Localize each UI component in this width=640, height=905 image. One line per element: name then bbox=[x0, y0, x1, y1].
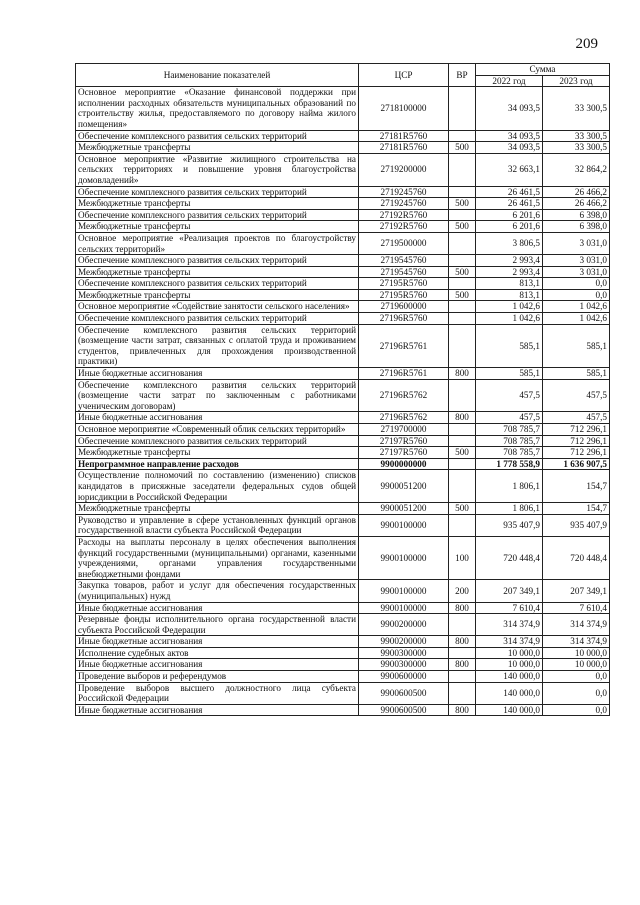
row-code: 9900051200 bbox=[359, 470, 449, 503]
row-vr: 500 bbox=[449, 142, 476, 154]
row-code: 27195R5760 bbox=[359, 278, 449, 290]
row-value-2022: 26 461,5 bbox=[476, 198, 543, 210]
header-year-2023: 2023 год bbox=[543, 75, 610, 87]
row-value-2023: 712 296,1 bbox=[543, 435, 610, 447]
row-value-2022: 457,5 bbox=[476, 412, 543, 424]
row-value-2022: 34 093,5 bbox=[476, 142, 543, 154]
row-vr: 500 bbox=[449, 447, 476, 459]
row-value-2022: 10 000,0 bbox=[476, 647, 543, 659]
row-value-2022: 813,1 bbox=[476, 289, 543, 301]
row-value-2023: 0,0 bbox=[543, 682, 610, 704]
row-value-2022: 1 042,6 bbox=[476, 313, 543, 325]
row-value-2022: 1 778 558,9 bbox=[476, 458, 543, 470]
row-vr bbox=[449, 278, 476, 290]
table-row bbox=[76, 301, 610, 313]
row-vr: 800 bbox=[449, 659, 476, 671]
row-code: 27196R5760 bbox=[359, 313, 449, 325]
row-value-2023: 26 466,2 bbox=[543, 186, 610, 198]
row-vr bbox=[449, 209, 476, 221]
row-code: 27192R5760 bbox=[359, 221, 449, 233]
row-code: 27196R5762 bbox=[359, 379, 449, 412]
row-code: 2719545760 bbox=[359, 266, 449, 278]
row-code: 27181R5760 bbox=[359, 142, 449, 154]
row-value-2023: 154,7 bbox=[543, 470, 610, 503]
row-vr: 800 bbox=[449, 368, 476, 380]
row-value-2023: 154,7 bbox=[543, 503, 610, 515]
row-name: Обеспечение комплексного развития сельских территорий bbox=[76, 255, 359, 267]
row-vr: 500 bbox=[449, 503, 476, 515]
row-name: Межбюджетные трансферты bbox=[76, 266, 359, 278]
table-row bbox=[76, 580, 610, 602]
table-row bbox=[76, 412, 610, 424]
table-row bbox=[76, 647, 610, 659]
table-row bbox=[76, 514, 610, 536]
table-row bbox=[76, 221, 610, 233]
row-vr bbox=[449, 458, 476, 470]
table-row bbox=[76, 209, 610, 221]
table-row bbox=[76, 266, 610, 278]
row-value-2022: 10 000,0 bbox=[476, 659, 543, 671]
row-name: Основное мероприятие «Оказание финансовой поддержки при исполнении расходных обязательств муниципальных образований по строительству жилья, предоставляемого по договору найма жилого помещения» bbox=[76, 87, 359, 130]
row-code: 9900300000 bbox=[359, 659, 449, 671]
table-row bbox=[76, 671, 610, 683]
row-name: Обеспечение комплексного развития сельских территорий bbox=[76, 130, 359, 142]
table-row bbox=[76, 447, 610, 459]
row-value-2022: 207 349,1 bbox=[476, 580, 543, 602]
row-value-2022: 6 201,6 bbox=[476, 221, 543, 233]
row-value-2023: 314 374,9 bbox=[543, 636, 610, 648]
row-value-2022: 813,1 bbox=[476, 278, 543, 290]
row-value-2022: 708 785,7 bbox=[476, 424, 543, 436]
row-code: 9900000000 bbox=[359, 458, 449, 470]
table-row bbox=[76, 142, 610, 154]
row-name: Основное мероприятие «Развитие жилищного строительства на сельских территориях и повышение уровня благоустройства домовладений» bbox=[76, 153, 359, 186]
table-row bbox=[76, 424, 610, 436]
table-row bbox=[76, 130, 610, 142]
row-value-2022: 140 000,0 bbox=[476, 682, 543, 704]
header-sum: Сумма bbox=[476, 64, 610, 76]
row-vr bbox=[449, 682, 476, 704]
row-value-2022: 140 000,0 bbox=[476, 704, 543, 716]
row-code: 9900100000 bbox=[359, 602, 449, 614]
table-row bbox=[76, 289, 610, 301]
row-vr: 200 bbox=[449, 580, 476, 602]
row-name: Проведение выборов и референдумов bbox=[76, 671, 359, 683]
row-name: Межбюджетные трансферты bbox=[76, 289, 359, 301]
row-value-2022: 1 806,1 bbox=[476, 470, 543, 503]
header-vr: ВР bbox=[449, 64, 476, 87]
row-name: Межбюджетные трансферты bbox=[76, 198, 359, 210]
table-row bbox=[76, 503, 610, 515]
row-name: Иные бюджетные ассигнования bbox=[76, 412, 359, 424]
table-row bbox=[76, 704, 610, 716]
table-row bbox=[76, 435, 610, 447]
row-vr: 500 bbox=[449, 289, 476, 301]
row-value-2022: 314 374,9 bbox=[476, 636, 543, 648]
row-value-2022: 1 806,1 bbox=[476, 503, 543, 515]
row-value-2023: 7 610,4 bbox=[543, 602, 610, 614]
row-code: 9900100000 bbox=[359, 514, 449, 536]
row-value-2022: 34 093,5 bbox=[476, 87, 543, 130]
row-vr bbox=[449, 671, 476, 683]
row-value-2023: 32 864,2 bbox=[543, 153, 610, 186]
row-value-2022: 585,1 bbox=[476, 324, 543, 367]
row-code: 27197R5760 bbox=[359, 435, 449, 447]
row-name: Межбюджетные трансферты bbox=[76, 503, 359, 515]
row-code: 27196R5761 bbox=[359, 324, 449, 367]
row-name: Обеспечение комплексного развития сельских территорий (возмещение части затрат по заключенным с работниками ученическим договорам) bbox=[76, 379, 359, 412]
row-code: 27196R5762 bbox=[359, 412, 449, 424]
row-name: Обеспечение комплексного развития сельских территорий bbox=[76, 209, 359, 221]
row-value-2023: 26 466,2 bbox=[543, 198, 610, 210]
table-row bbox=[76, 659, 610, 671]
row-value-2023: 314 374,9 bbox=[543, 614, 610, 636]
row-code: 9900200000 bbox=[359, 614, 449, 636]
row-value-2023: 33 300,5 bbox=[543, 142, 610, 154]
row-code: 9900300000 bbox=[359, 647, 449, 659]
row-value-2023: 712 296,1 bbox=[543, 424, 610, 436]
table-row bbox=[76, 368, 610, 380]
row-value-2022: 1 042,6 bbox=[476, 301, 543, 313]
row-name: Межбюджетные трансферты bbox=[76, 221, 359, 233]
row-value-2022: 3 806,5 bbox=[476, 232, 543, 254]
row-value-2022: 720 448,4 bbox=[476, 536, 543, 579]
row-value-2022: 2 993,4 bbox=[476, 255, 543, 267]
row-value-2022: 708 785,7 bbox=[476, 447, 543, 459]
row-vr: 800 bbox=[449, 412, 476, 424]
table-row bbox=[76, 379, 610, 412]
row-value-2023: 457,5 bbox=[543, 412, 610, 424]
row-code: 9900051200 bbox=[359, 503, 449, 515]
row-code: 2719545760 bbox=[359, 255, 449, 267]
row-value-2023: 935 407,9 bbox=[543, 514, 610, 536]
row-vr bbox=[449, 153, 476, 186]
row-name: Обеспечение комплексного развития сельских территорий (возмещение части затрат, связанных с оплатой труда и проживанием студентов, привлеченных для прохождения производственной практики) bbox=[76, 324, 359, 367]
row-vr bbox=[449, 470, 476, 503]
row-vr: 100 bbox=[449, 536, 476, 579]
row-value-2022: 457,5 bbox=[476, 379, 543, 412]
table-row bbox=[76, 186, 610, 198]
page-number: 209 bbox=[575, 36, 598, 52]
row-name: Проведение выборов высшего должностного лица субъекта Российской Федерации bbox=[76, 682, 359, 704]
table-row bbox=[76, 470, 610, 503]
row-value-2022: 314 374,9 bbox=[476, 614, 543, 636]
table-row bbox=[76, 232, 610, 254]
row-vr: 500 bbox=[449, 198, 476, 210]
row-name: Обеспечение комплексного развития сельских территорий bbox=[76, 435, 359, 447]
row-code: 2719600000 bbox=[359, 301, 449, 313]
row-value-2023: 0,0 bbox=[543, 671, 610, 683]
row-value-2023: 6 398,0 bbox=[543, 221, 610, 233]
row-code: 27192R5760 bbox=[359, 209, 449, 221]
row-value-2022: 26 461,5 bbox=[476, 186, 543, 198]
row-value-2023: 33 300,5 bbox=[543, 87, 610, 130]
row-vr bbox=[449, 313, 476, 325]
row-vr: 500 bbox=[449, 221, 476, 233]
row-name: Обеспечение комплексного развития сельских территорий bbox=[76, 186, 359, 198]
row-name: Межбюджетные трансферты bbox=[76, 447, 359, 459]
table-row bbox=[76, 458, 610, 470]
row-name: Иные бюджетные ассигнования bbox=[76, 368, 359, 380]
row-name: Исполнение судебных актов bbox=[76, 647, 359, 659]
row-code: 9900100000 bbox=[359, 536, 449, 579]
row-code: 9900600000 bbox=[359, 671, 449, 683]
table-row bbox=[76, 153, 610, 186]
row-name: Расходы на выплаты персоналу в целях обеспечения выполнения функций государственными (муниципальными) органами, казенными учреждениями, органами управления государственными внебюджетными фондами bbox=[76, 536, 359, 579]
table-row bbox=[76, 636, 610, 648]
budget-table bbox=[75, 63, 610, 716]
row-vr bbox=[449, 255, 476, 267]
row-value-2023: 1 042,6 bbox=[543, 301, 610, 313]
row-code: 9900600500 bbox=[359, 704, 449, 716]
row-code: 2719500000 bbox=[359, 232, 449, 254]
row-vr bbox=[449, 514, 476, 536]
row-name: Межбюджетные трансферты bbox=[76, 142, 359, 154]
row-code: 2719245760 bbox=[359, 198, 449, 210]
row-name: Иные бюджетные ассигнования bbox=[76, 704, 359, 716]
header-name: Наименование показателей bbox=[76, 64, 359, 87]
row-code: 2719245760 bbox=[359, 186, 449, 198]
row-value-2023: 6 398,0 bbox=[543, 209, 610, 221]
row-vr bbox=[449, 614, 476, 636]
table-row bbox=[76, 87, 610, 130]
row-code: 2719200000 bbox=[359, 153, 449, 186]
row-value-2022: 32 663,1 bbox=[476, 153, 543, 186]
row-name: Резервные фонды исполнительного органа государственной власти субъекта Российской Федерации bbox=[76, 614, 359, 636]
row-vr bbox=[449, 324, 476, 367]
row-vr: 800 bbox=[449, 602, 476, 614]
row-name: Непрограммное направление расходов bbox=[76, 458, 359, 470]
row-vr: 800 bbox=[449, 704, 476, 716]
row-vr bbox=[449, 232, 476, 254]
table-row bbox=[76, 536, 610, 579]
row-code: 9900200000 bbox=[359, 636, 449, 648]
row-name: Иные бюджетные ассигнования bbox=[76, 636, 359, 648]
row-value-2022: 708 785,7 bbox=[476, 435, 543, 447]
row-vr bbox=[449, 186, 476, 198]
row-name: Иные бюджетные ассигнования bbox=[76, 659, 359, 671]
row-code: 9900600500 bbox=[359, 682, 449, 704]
table-row bbox=[76, 602, 610, 614]
row-value-2023: 712 296,1 bbox=[543, 447, 610, 459]
row-value-2023: 10 000,0 bbox=[543, 647, 610, 659]
row-code: 27181R5760 bbox=[359, 130, 449, 142]
table-row bbox=[76, 324, 610, 367]
row-value-2023: 0,0 bbox=[543, 289, 610, 301]
row-name: Обеспечение комплексного развития сельских территорий bbox=[76, 313, 359, 325]
row-value-2023: 0,0 bbox=[543, 704, 610, 716]
row-value-2023: 3 031,0 bbox=[543, 266, 610, 278]
row-code: 27197R5760 bbox=[359, 447, 449, 459]
row-name: Осуществление полномочий по составлению (изменению) списков кандидатов в присяжные заседатели федеральных судов общей юрисдикции в Российской Федерации bbox=[76, 470, 359, 503]
row-value-2023: 1 042,6 bbox=[543, 313, 610, 325]
table-row bbox=[76, 682, 610, 704]
row-vr bbox=[449, 435, 476, 447]
row-value-2023: 457,5 bbox=[543, 379, 610, 412]
row-value-2023: 3 031,0 bbox=[543, 255, 610, 267]
row-value-2022: 140 000,0 bbox=[476, 671, 543, 683]
table-row bbox=[76, 313, 610, 325]
row-vr: 500 bbox=[449, 266, 476, 278]
row-value-2022: 34 093,5 bbox=[476, 130, 543, 142]
row-name: Закупка товаров, работ и услуг для обеспечения государственных (муниципальных) нужд bbox=[76, 580, 359, 602]
row-vr bbox=[449, 424, 476, 436]
header-code: ЦСР bbox=[359, 64, 449, 87]
row-code: 27195R5760 bbox=[359, 289, 449, 301]
table-row bbox=[76, 614, 610, 636]
row-vr bbox=[449, 87, 476, 130]
row-name: Руководство и управление в сфере установленных функций органов государственной власти субъекта Российской Федерации bbox=[76, 514, 359, 536]
header-year-2022: 2022 год bbox=[476, 75, 543, 87]
row-vr bbox=[449, 130, 476, 142]
row-name: Основное мероприятие «Реализация проектов по благоустройству сельских территорий» bbox=[76, 232, 359, 254]
row-name: Основное мероприятие «Современный облик сельских территорий» bbox=[76, 424, 359, 436]
row-vr bbox=[449, 301, 476, 313]
table-row bbox=[76, 278, 610, 290]
table-row bbox=[76, 198, 610, 210]
row-value-2023: 1 636 907,5 bbox=[543, 458, 610, 470]
row-name: Иные бюджетные ассигнования bbox=[76, 602, 359, 614]
row-value-2022: 2 993,4 bbox=[476, 266, 543, 278]
row-code: 27196R5761 bbox=[359, 368, 449, 380]
row-value-2023: 207 349,1 bbox=[543, 580, 610, 602]
row-value-2022: 7 610,4 bbox=[476, 602, 543, 614]
row-value-2023: 585,1 bbox=[543, 324, 610, 367]
row-value-2022: 6 201,6 bbox=[476, 209, 543, 221]
row-name: Обеспечение комплексного развития сельских территорий bbox=[76, 278, 359, 290]
row-code: 9900100000 bbox=[359, 580, 449, 602]
row-vr: 800 bbox=[449, 636, 476, 648]
row-value-2022: 935 407,9 bbox=[476, 514, 543, 536]
row-value-2023: 10 000,0 bbox=[543, 659, 610, 671]
row-name: Основное мероприятие «Содействие занятости сельского населения» bbox=[76, 301, 359, 313]
row-code: 2718100000 bbox=[359, 87, 449, 130]
row-code: 2719700000 bbox=[359, 424, 449, 436]
row-vr bbox=[449, 647, 476, 659]
row-value-2023: 3 031,0 bbox=[543, 232, 610, 254]
row-value-2023: 585,1 bbox=[543, 368, 610, 380]
row-value-2022: 585,1 bbox=[476, 368, 543, 380]
row-vr bbox=[449, 379, 476, 412]
table-row bbox=[76, 255, 610, 267]
row-value-2023: 33 300,5 bbox=[543, 130, 610, 142]
row-value-2023: 720 448,4 bbox=[543, 536, 610, 579]
row-value-2023: 0,0 bbox=[543, 278, 610, 290]
